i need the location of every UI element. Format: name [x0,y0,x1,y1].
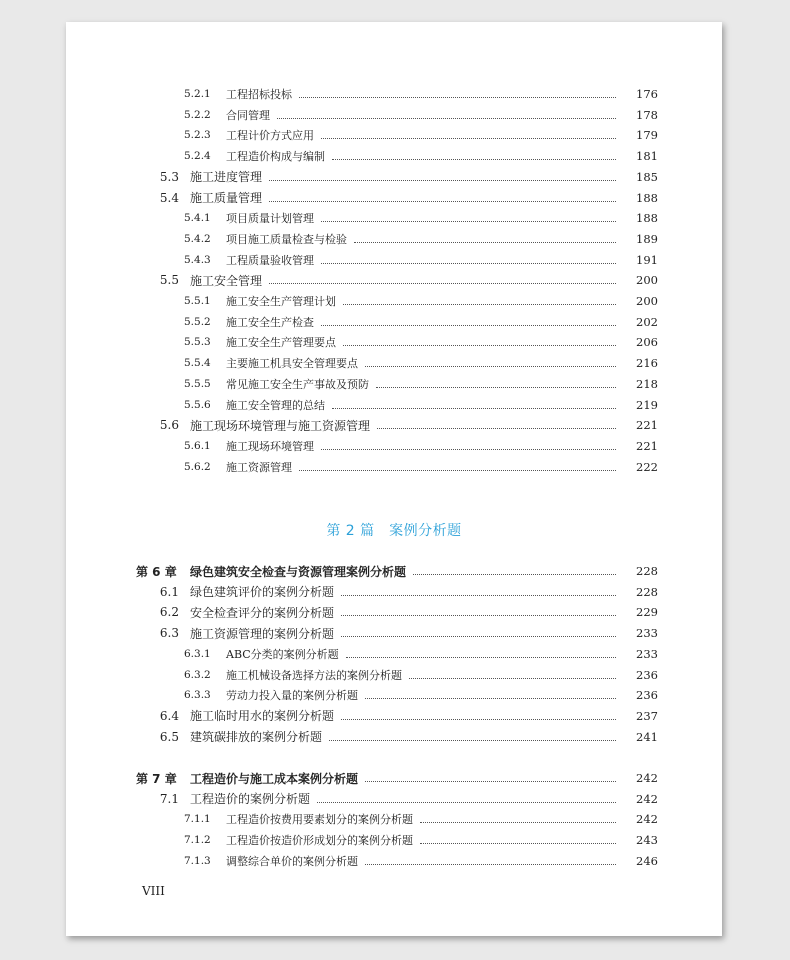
toc-entry-page: 188 [636,211,658,226]
toc-entry[interactable] [66,312,722,332]
toc-entry-number: 5.4.3 [184,253,211,266]
toc-entry-page: 236 [636,688,658,703]
toc-entry-number: 6.3 [159,626,179,641]
toc-entry[interactable] [66,623,722,643]
toc-entry-title: 工程招标投标 [226,86,295,102]
dot-leader [269,200,616,202]
toc-entry-page: 202 [636,314,658,329]
toc-entry-page: 200 [636,273,658,288]
toc-entry[interactable] [66,602,722,622]
toc-entry-number: 6.3.3 [184,689,211,702]
toc-entry-title: 施工安全管理 [190,272,265,289]
toc-entry[interactable] [66,415,722,435]
toc-entry[interactable] [66,727,722,747]
dot-leader [354,241,616,243]
toc-entry[interactable] [66,250,722,270]
toc-entry[interactable] [66,146,722,166]
dot-leader [332,158,616,160]
toc-entry[interactable] [66,789,722,809]
book-page [66,22,722,936]
dot-leader [343,344,616,346]
toc-entry-page: 242 [636,771,658,785]
toc-entry-number: 5.5 [159,273,179,288]
toc-entry-page: 191 [636,252,658,267]
toc-entry[interactable] [66,457,722,477]
toc-entry[interactable] [66,436,722,456]
dot-leader [269,179,616,181]
toc-entry-title: 工程造价按造价形成划分的案例分析题 [226,832,416,848]
dot-leader [341,614,616,616]
toc-entry-page: 233 [636,646,658,661]
toc-entry-page: 237 [636,708,658,723]
toc-entry-title: 常见施工安全生产事故及预防 [226,376,372,392]
toc-entry-title: 工程计价方式应用 [226,127,317,143]
dot-leader [269,282,616,284]
toc-entry-title: 施工临时用水的案例分析题 [190,707,337,724]
toc-entry-number: 7.1 [159,791,179,806]
dot-leader [299,96,616,98]
part-heading: 第 2 篇 案例分析题 [326,523,462,539]
dot-leader [365,780,616,782]
toc-entry-number: 6.5 [159,729,179,744]
toc-entry[interactable] [66,706,722,726]
toc-entry-title: 施工机械设备选择方法的案例分析题 [226,667,405,683]
toc-entry-page: 221 [636,418,658,433]
toc-entry-title: 项目质量计划管理 [226,210,317,226]
toc-entry-title: 施工质量管理 [190,189,265,206]
toc-entry[interactable] [66,332,722,352]
toc-entry-number: 5.5.4 [184,357,211,370]
toc-entry-page: 221 [636,438,658,453]
toc-entry-title: 施工现场环境管理与施工资源管理 [190,417,373,434]
toc-entry-title: 施工安全生产检查 [226,314,317,330]
toc-entry-page: 236 [636,667,658,682]
toc-entry-title: 劳动力投入量的案例分析题 [226,687,361,703]
toc-entry-title: 调整综合单价的案例分析题 [226,853,361,869]
toc-entry-page: 219 [636,397,658,412]
dot-leader [321,220,616,222]
toc-entry-number: 5.2.3 [184,129,211,142]
toc-entry-page: 178 [636,107,658,122]
toc-entry[interactable] [66,582,722,602]
toc-entry-number: 5.5.6 [184,398,211,411]
toc-entry-number: 5.5.1 [184,295,211,307]
dot-leader [365,863,616,865]
dot-leader [341,635,616,637]
toc-entry-page: 216 [636,356,658,371]
toc-entry[interactable] [66,208,722,228]
dot-leader [321,137,616,139]
toc-entry-number: 5.6 [159,418,179,433]
toc-entry-title: ABC分类的案例分析题 [226,646,342,662]
toc-entry[interactable] [66,374,722,394]
toc-entry-page: 200 [636,294,658,308]
toc-entry-title: 工程造价的案例分析题 [190,790,313,807]
dot-leader [321,262,616,264]
toc-entry[interactable] [66,229,722,249]
dot-leader [341,718,616,720]
dot-leader [346,656,616,658]
toc-entry-page: 206 [636,335,658,350]
dot-leader [377,427,616,429]
toc-entry-title: 施工资源管理 [226,459,295,475]
dot-leader [317,801,616,803]
toc-entry[interactable] [66,685,722,705]
page-number-footer: VIII [142,884,165,898]
toc-entry-title: 工程造价按费用要素划分的案例分析题 [226,811,416,827]
toc-entry-number: 7.1.1 [184,813,211,826]
toc-entry-title: 施工现场环境管理 [226,438,317,454]
dot-leader [321,448,616,450]
toc-entry-number: 6.4 [159,708,179,723]
toc-entry-page: 218 [636,376,658,391]
toc-entry[interactable] [66,270,722,290]
toc-entry-page: 241 [636,729,658,744]
toc-entry-title: 施工资源管理的案例分析题 [190,625,337,642]
toc-entry-page: 228 [636,564,658,578]
toc-entry[interactable] [66,84,722,104]
toc-entry-number: 5.6.2 [184,460,211,473]
dot-leader [343,303,616,305]
toc-entry-number: 5.4 [159,190,179,205]
dot-leader [299,469,616,471]
toc-entry-number: 6.3.2 [184,668,211,681]
toc-entry-number: 5.4.2 [184,232,211,245]
dot-leader [277,117,616,119]
dot-leader [332,407,616,409]
dot-leader [329,739,616,741]
dot-leader [365,697,616,699]
toc-entry-number: 5.2.1 [184,88,211,100]
toc-entry-title: 主要施工机具安全管理要点 [226,355,361,371]
toc-entry[interactable] [66,125,722,145]
toc-entry-page: 242 [636,791,658,806]
toc-entry-title: 施工安全生产管理计划 [226,293,339,309]
toc-entry[interactable] [66,665,722,685]
toc-entry-page: 228 [636,584,658,599]
toc-entry-page: 246 [636,853,658,868]
toc-entry-title: 施工安全管理的总结 [226,397,328,413]
toc-entry-title: 合同管理 [226,107,273,123]
toc-entry-page: 229 [636,605,658,620]
toc-entry[interactable] [66,851,722,871]
toc-entry-number: 7.1.2 [184,834,211,847]
toc-entry[interactable] [66,561,722,581]
toc-entry-page: 243 [636,833,658,848]
dot-leader [341,594,616,596]
toc-entry-number: 5.2.4 [184,150,211,163]
toc-entry-page: 242 [636,812,658,827]
toc-entry-page: 189 [636,231,658,246]
toc-entry-number: 第 6 章 [136,564,177,579]
toc-entry-title: 项目施工质量检查与检验 [226,231,350,247]
toc-entry[interactable] [66,291,722,311]
toc-entry-number: 7.1.3 [184,854,211,867]
toc-entry-page: 222 [636,459,658,474]
toc-entry-page: 233 [636,626,658,641]
toc-entry-title: 绿色建筑评价的案例分析题 [190,583,337,600]
toc-entry[interactable] [66,644,722,664]
toc-entry-title: 建筑碳排放的案例分析题 [190,728,325,745]
toc-entry-number: 5.4.1 [184,212,211,225]
toc-entry-number: 5.5.3 [184,336,211,349]
toc-entry-number: 6.2 [159,605,179,620]
toc-entry-page: 176 [636,87,658,101]
dot-leader [420,842,616,844]
toc-entry-number: 5.2.2 [184,108,211,121]
toc-entry[interactable] [66,105,722,125]
toc-entry-title: 工程质量验收管理 [226,252,317,268]
toc-entry[interactable] [66,809,722,829]
toc-entry-title: 工程造价构成与编制 [226,148,328,164]
toc-entry-number: 5.3 [159,169,179,184]
toc-entry-page: 185 [636,169,658,184]
toc-entry[interactable] [66,353,722,373]
toc-entry-number: 5.5.2 [184,315,211,328]
toc-entry-page: 188 [636,190,658,205]
toc-entry-title: 施工进度管理 [190,168,265,185]
dot-leader [420,821,616,823]
toc-entry-title: 工程造价与施工成本案例分析题 [190,770,361,787]
toc-entry-number: 5.5.5 [184,377,211,390]
toc-entry-title: 安全检查评分的案例分析题 [190,604,337,621]
toc-entry[interactable] [66,188,722,208]
dot-leader [413,573,616,575]
dot-leader [365,365,616,367]
toc-entry-page: 179 [636,128,658,143]
toc-entry[interactable] [66,395,722,415]
toc-entry-page: 181 [636,149,658,164]
toc-entry[interactable] [66,768,722,788]
toc-entry-number: 5.6.1 [184,439,211,452]
toc-entry[interactable] [66,167,722,187]
dot-leader [409,677,616,679]
toc-entry-number: 第 7 章 [136,771,177,786]
toc-entry-title: 施工安全生产管理要点 [226,334,339,350]
toc-entry-number: 6.3.1 [184,647,211,660]
dot-leader [321,324,616,326]
toc-entry[interactable] [66,830,722,850]
toc-entry-number: 6.1 [159,584,179,599]
dot-leader [376,386,616,388]
toc-entry-title: 绿色建筑安全检查与资源管理案例分析题 [190,563,409,580]
